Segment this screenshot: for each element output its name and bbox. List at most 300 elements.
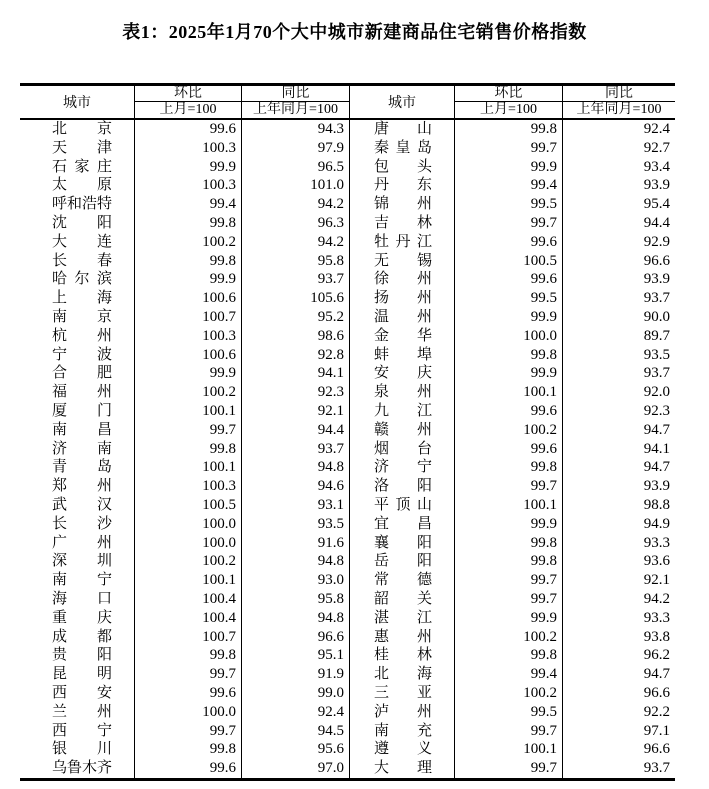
mom-index-cell: 99.9 <box>455 609 563 628</box>
mom-index-cell: 99.6 <box>135 684 242 703</box>
yoy-index-cell: 94.5 <box>242 722 350 741</box>
city-name: 安 庆 <box>374 365 432 382</box>
mom-index-cell: 100.7 <box>135 628 242 647</box>
mom-index-cell: 99.4 <box>135 195 242 214</box>
table-row <box>20 552 675 571</box>
city-name: 青 岛 <box>52 459 112 476</box>
table-header <box>20 86 675 120</box>
yoy-index-cell: 92.8 <box>242 346 350 365</box>
yoy-index-cell: 97.9 <box>242 139 350 158</box>
mom-index-cell: 99.5 <box>455 289 563 308</box>
mom-index-cell: 99.8 <box>455 534 563 553</box>
yoy-index-cell: 94.8 <box>242 552 350 571</box>
city-name: 三 亚 <box>374 684 432 701</box>
yoy-index-cell: 92.1 <box>643 572 670 589</box>
header-city-right-label: 城市 <box>388 96 416 111</box>
city-name: 牡 丹 江 <box>374 233 432 250</box>
mom-index-cell: 99.9 <box>135 364 242 383</box>
mom-index-cell: 99.7 <box>135 421 242 440</box>
city-cell <box>20 308 135 327</box>
city-cell <box>20 139 135 158</box>
yoy-index-cell: 95.4 <box>643 196 670 213</box>
city-name: 泉 州 <box>374 384 432 401</box>
mom-index-cell: 99.9 <box>455 158 563 177</box>
mom-index-cell: 99.9 <box>455 515 563 534</box>
table-row <box>20 609 675 628</box>
city-cell <box>350 759 455 778</box>
city-cell <box>350 496 455 515</box>
yoy-index-cell: 92.7 <box>643 139 670 156</box>
mom-index-cell: 100.4 <box>135 609 242 628</box>
city-name: 徐 州 <box>374 271 432 288</box>
city-name: 成 都 <box>52 628 112 645</box>
city-cell <box>20 195 135 214</box>
mom-index-cell: 99.6 <box>135 120 242 139</box>
mom-index-cell: 99.8 <box>455 458 563 477</box>
mom-index-cell: 99.8 <box>135 214 242 233</box>
city-name: 长 春 <box>52 252 112 269</box>
table-row <box>20 458 675 477</box>
city-name: 郑 州 <box>52 478 112 495</box>
mom-index-cell: 99.7 <box>135 722 242 741</box>
city-cell <box>350 609 455 628</box>
city-name: 襄 阳 <box>374 534 432 551</box>
city-cell <box>20 402 135 421</box>
city-cell <box>20 496 135 515</box>
yoy-index-cell: 93.9 <box>643 177 670 194</box>
mom-index-cell: 99.6 <box>455 440 563 459</box>
yoy-index-cell: 95.6 <box>242 740 350 759</box>
city-name: 哈 尔 滨 <box>52 271 112 288</box>
mom-index-cell: 99.6 <box>455 233 563 252</box>
table-row <box>20 515 675 534</box>
city-cell <box>20 383 135 402</box>
yoy-index-cell: 94.4 <box>643 214 670 231</box>
city-cell <box>20 120 135 139</box>
mom-index-cell: 100.1 <box>135 402 242 421</box>
city-cell <box>20 289 135 308</box>
yoy-index-cell: 95.8 <box>242 252 350 271</box>
city-name: 九 江 <box>374 402 432 419</box>
city-cell <box>350 590 455 609</box>
city-cell <box>350 515 455 534</box>
city-cell <box>350 364 455 383</box>
yoy-index-cell: 96.6 <box>242 628 350 647</box>
mom-index-cell: 100.2 <box>135 233 242 252</box>
yoy-index-cell: 93.5 <box>242 515 350 534</box>
table-row <box>20 252 675 271</box>
city-cell <box>20 327 135 346</box>
city-cell <box>350 684 455 703</box>
city-name: 深 圳 <box>52 553 112 570</box>
city-name: 北 海 <box>374 666 432 683</box>
city-name: 乌 鲁 木 齐 <box>52 760 113 777</box>
mom-index-cell: 100.2 <box>135 552 242 571</box>
mom-index-cell: 99.7 <box>455 214 563 233</box>
table-row <box>20 740 675 759</box>
mom-index-cell: 99.8 <box>455 552 563 571</box>
mom-index-cell: 100.2 <box>455 421 563 440</box>
yoy-index-cell: 93.4 <box>643 158 670 175</box>
mom-index-cell: 100.7 <box>135 308 242 327</box>
mom-index-cell: 99.4 <box>455 665 563 684</box>
mom-index-cell: 100.0 <box>135 534 242 553</box>
city-name: 湛 江 <box>374 609 432 626</box>
city-name: 银 川 <box>52 741 112 758</box>
table-row <box>20 289 675 308</box>
yoy-index-cell: 92.4 <box>242 703 350 722</box>
city-name: 杭 州 <box>52 327 112 344</box>
mom-index-cell: 99.9 <box>455 308 563 327</box>
table-row <box>20 759 675 778</box>
header-mom-left <box>135 86 242 118</box>
mom-index-cell: 99.6 <box>135 759 242 778</box>
table-row <box>20 346 675 365</box>
yoy-index-cell: 96.5 <box>242 158 350 177</box>
mom-index-cell: 99.7 <box>455 477 563 496</box>
city-name: 锦 州 <box>374 196 432 213</box>
yoy-index-cell: 93.7 <box>643 290 670 307</box>
yoy-index-cell: 98.6 <box>242 327 350 346</box>
city-name: 西 安 <box>52 684 112 701</box>
header-yoy-left <box>242 86 350 118</box>
yoy-index-cell: 93.7 <box>242 270 350 289</box>
table-row <box>20 364 675 383</box>
table-row <box>20 665 675 684</box>
yoy-index-cell: 95.2 <box>242 308 350 327</box>
yoy-index-cell: 95.1 <box>242 646 350 665</box>
yoy-index-cell: 91.9 <box>242 665 350 684</box>
yoy-index-cell: 92.3 <box>242 383 350 402</box>
city-cell <box>20 609 135 628</box>
mom-index-cell: 100.6 <box>135 346 242 365</box>
yoy-index-cell: 96.3 <box>242 214 350 233</box>
table-row <box>20 402 675 421</box>
city-name: 上 海 <box>52 290 112 307</box>
mom-index-cell: 100.2 <box>455 684 563 703</box>
yoy-index-cell: 89.7 <box>643 327 670 344</box>
city-cell <box>350 421 455 440</box>
city-name: 南 充 <box>374 722 432 739</box>
city-name: 吉 林 <box>374 214 432 231</box>
city-name: 厦 门 <box>52 402 112 419</box>
yoy-index-cell: 93.9 <box>643 271 670 288</box>
table-row <box>20 176 675 195</box>
city-name: 重 庆 <box>52 609 112 626</box>
mom-index-cell: 99.5 <box>455 195 563 214</box>
city-cell <box>350 346 455 365</box>
yoy-index-cell: 105.6 <box>242 289 350 308</box>
city-cell <box>350 740 455 759</box>
mom-index-cell: 99.9 <box>455 364 563 383</box>
yoy-index-cell: 93.1 <box>242 496 350 515</box>
page-title: 表1：2025年1月70个大中城市新建商品住宅销售价格指数 <box>122 22 587 42</box>
mom-index-cell: 100.6 <box>135 289 242 308</box>
city-name: 岳 阳 <box>374 553 432 570</box>
table-row <box>20 120 675 139</box>
header-mom-left-label: 环比 <box>135 86 241 102</box>
yoy-index-cell: 92.3 <box>643 402 670 419</box>
mom-index-cell: 100.2 <box>455 628 563 647</box>
table-row <box>20 684 675 703</box>
yoy-index-cell: 94.2 <box>242 233 350 252</box>
yoy-index-cell: 93.3 <box>643 534 670 551</box>
yoy-index-cell: 101.0 <box>242 176 350 195</box>
yoy-index-cell: 93.6 <box>643 553 670 570</box>
mom-index-cell: 100.0 <box>135 703 242 722</box>
yoy-index-cell: 92.1 <box>242 402 350 421</box>
mom-index-cell: 99.6 <box>455 270 563 289</box>
yoy-index-cell: 97.1 <box>643 722 670 739</box>
yoy-index-cell: 94.1 <box>242 364 350 383</box>
yoy-index-cell: 97.0 <box>242 759 350 778</box>
yoy-index-cell: 93.8 <box>643 628 670 645</box>
city-name: 天 津 <box>52 139 112 156</box>
city-cell <box>20 722 135 741</box>
yoy-index-cell: 94.2 <box>643 590 670 607</box>
city-name: 宜 昌 <box>374 515 432 532</box>
yoy-index-cell: 95.8 <box>242 590 350 609</box>
city-name: 昆 明 <box>52 666 112 683</box>
yoy-index-cell: 94.3 <box>242 120 350 139</box>
city-cell <box>350 308 455 327</box>
yoy-index-cell: 94.4 <box>242 421 350 440</box>
city-name: 唐 山 <box>374 121 432 137</box>
header-city-left <box>20 86 135 118</box>
city-cell <box>20 364 135 383</box>
yoy-index-cell: 99.0 <box>242 684 350 703</box>
city-cell <box>350 289 455 308</box>
table-row <box>20 534 675 553</box>
yoy-index-cell: 94.8 <box>242 458 350 477</box>
yoy-index-cell: 96.2 <box>643 647 670 664</box>
mom-index-cell: 100.1 <box>135 571 242 590</box>
city-cell <box>350 552 455 571</box>
city-cell <box>20 534 135 553</box>
city-name: 太 原 <box>52 177 112 194</box>
header-yoy-right <box>563 86 675 118</box>
mom-index-cell: 99.7 <box>455 590 563 609</box>
yoy-index-cell: 93.3 <box>643 609 670 626</box>
city-cell <box>20 703 135 722</box>
mom-index-cell: 100.3 <box>135 176 242 195</box>
yoy-index-cell: 94.7 <box>643 459 670 476</box>
city-name: 长 沙 <box>52 515 112 532</box>
city-cell <box>350 214 455 233</box>
city-cell <box>20 440 135 459</box>
table-row <box>20 571 675 590</box>
city-cell <box>350 120 455 139</box>
city-cell <box>350 477 455 496</box>
city-name: 石 家 庄 <box>52 158 112 175</box>
city-name: 遵 义 <box>374 741 432 758</box>
yoy-index-cell: 94.8 <box>242 609 350 628</box>
city-name: 南 京 <box>52 308 112 325</box>
mom-index-cell: 99.8 <box>135 740 242 759</box>
city-name: 无 锡 <box>374 252 432 269</box>
mom-index-cell: 100.0 <box>135 515 242 534</box>
city-cell <box>350 722 455 741</box>
table-row <box>20 440 675 459</box>
city-name: 平 顶 山 <box>374 496 432 513</box>
city-cell <box>20 158 135 177</box>
city-name: 呼 和 浩 特 <box>52 196 113 213</box>
header-mom-right-base: 上月=100 <box>480 102 537 117</box>
yoy-index-cell: 93.9 <box>643 478 670 495</box>
city-name: 济 宁 <box>374 459 432 476</box>
table-row <box>20 421 675 440</box>
table-row <box>20 327 675 346</box>
city-name: 广 州 <box>52 534 112 551</box>
city-cell <box>20 515 135 534</box>
table-row <box>20 308 675 327</box>
city-cell <box>20 214 135 233</box>
table-row <box>20 703 675 722</box>
city-name: 韶 关 <box>374 590 432 607</box>
city-name: 南 昌 <box>52 421 112 438</box>
mom-index-cell: 99.7 <box>455 571 563 590</box>
city-cell <box>350 195 455 214</box>
city-name: 大 理 <box>374 760 432 777</box>
table-row <box>20 214 675 233</box>
header-mom-right <box>455 86 563 118</box>
city-name: 兰 州 <box>52 703 112 720</box>
yoy-index-cell: 90.0 <box>643 308 670 325</box>
mom-index-cell: 100.3 <box>135 139 242 158</box>
city-cell <box>20 346 135 365</box>
header-city-left-label: 城市 <box>63 96 91 111</box>
table-row <box>20 139 675 158</box>
city-cell <box>20 628 135 647</box>
table-row <box>20 158 675 177</box>
city-cell <box>350 270 455 289</box>
table-row <box>20 270 675 289</box>
yoy-index-cell: 98.8 <box>643 496 670 513</box>
city-name: 宁 波 <box>52 346 112 363</box>
city-name: 济 南 <box>52 440 112 457</box>
city-name: 洛 阳 <box>374 478 432 495</box>
mom-index-cell: 100.4 <box>135 590 242 609</box>
city-name: 海 口 <box>52 590 112 607</box>
city-cell <box>350 176 455 195</box>
yoy-index-cell: 94.7 <box>643 666 670 683</box>
yoy-index-cell: 94.2 <box>242 195 350 214</box>
city-name: 泸 州 <box>374 703 432 720</box>
yoy-index-cell: 92.0 <box>643 384 670 401</box>
city-cell <box>350 534 455 553</box>
yoy-index-cell: 94.6 <box>242 477 350 496</box>
table-row <box>20 628 675 647</box>
mom-index-cell: 100.1 <box>455 740 563 759</box>
mom-index-cell: 99.7 <box>455 139 563 158</box>
table-row <box>20 590 675 609</box>
city-name: 福 州 <box>52 384 112 401</box>
city-cell <box>20 233 135 252</box>
city-cell <box>20 684 135 703</box>
city-name: 烟 台 <box>374 440 432 457</box>
mom-index-cell: 100.1 <box>455 496 563 515</box>
city-cell <box>350 571 455 590</box>
city-cell <box>350 703 455 722</box>
price-index-table <box>20 83 675 781</box>
mom-index-cell: 99.7 <box>135 665 242 684</box>
yoy-index-cell: 96.6 <box>643 741 670 758</box>
table-row <box>20 195 675 214</box>
yoy-index-cell: 93.7 <box>643 760 670 777</box>
yoy-index-cell: 93.0 <box>242 571 350 590</box>
header-yoy-right-base: 上年同月=100 <box>576 102 662 117</box>
header-yoy-left-base: 上年同月=100 <box>253 102 338 117</box>
city-name: 西 宁 <box>52 722 112 739</box>
header-yoy-right-label: 同比 <box>563 86 675 102</box>
city-name: 丹 东 <box>374 177 432 194</box>
yoy-index-cell: 91.6 <box>242 534 350 553</box>
mom-index-cell: 99.4 <box>455 176 563 195</box>
city-cell <box>350 440 455 459</box>
table-row <box>20 383 675 402</box>
city-cell <box>350 458 455 477</box>
city-cell <box>20 421 135 440</box>
city-cell <box>20 759 135 778</box>
city-cell <box>20 571 135 590</box>
city-cell <box>350 628 455 647</box>
mom-index-cell: 100.3 <box>135 327 242 346</box>
yoy-index-cell: 94.9 <box>643 515 670 532</box>
header-yoy-left-label: 同比 <box>242 86 349 102</box>
city-name: 蚌 埠 <box>374 346 432 363</box>
table-row <box>20 722 675 741</box>
table-row <box>20 496 675 515</box>
city-cell <box>20 552 135 571</box>
city-cell <box>350 233 455 252</box>
city-cell <box>20 252 135 271</box>
city-name: 扬 州 <box>374 290 432 307</box>
mom-index-cell: 100.0 <box>455 327 563 346</box>
city-cell <box>350 139 455 158</box>
yoy-index-cell: 92.4 <box>643 121 670 137</box>
mom-index-cell: 99.9 <box>135 158 242 177</box>
yoy-index-cell: 93.7 <box>242 440 350 459</box>
city-name: 常 德 <box>374 572 432 589</box>
city-cell <box>350 252 455 271</box>
city-cell <box>350 646 455 665</box>
yoy-index-cell: 93.5 <box>643 346 670 363</box>
city-cell <box>350 665 455 684</box>
city-name: 合 肥 <box>52 365 112 382</box>
table-row <box>20 477 675 496</box>
mom-index-cell: 99.5 <box>455 703 563 722</box>
mom-index-cell: 100.5 <box>455 252 563 271</box>
mom-index-cell: 100.5 <box>135 496 242 515</box>
yoy-index-cell: 96.6 <box>643 684 670 701</box>
city-name: 金 华 <box>374 327 432 344</box>
yoy-index-cell: 92.2 <box>643 703 670 720</box>
mom-index-cell: 100.2 <box>135 383 242 402</box>
header-mom-right-label: 环比 <box>455 86 562 102</box>
city-name: 武 汉 <box>52 496 112 513</box>
yoy-index-cell: 93.7 <box>643 365 670 382</box>
city-cell <box>350 402 455 421</box>
mom-index-cell: 99.8 <box>455 646 563 665</box>
city-name: 南 宁 <box>52 572 112 589</box>
city-name: 桂 林 <box>374 647 432 664</box>
city-cell <box>350 327 455 346</box>
mom-index-cell: 99.9 <box>135 270 242 289</box>
mom-index-cell: 100.1 <box>135 458 242 477</box>
city-cell <box>20 270 135 289</box>
mom-index-cell: 99.8 <box>455 120 563 139</box>
city-cell <box>20 477 135 496</box>
